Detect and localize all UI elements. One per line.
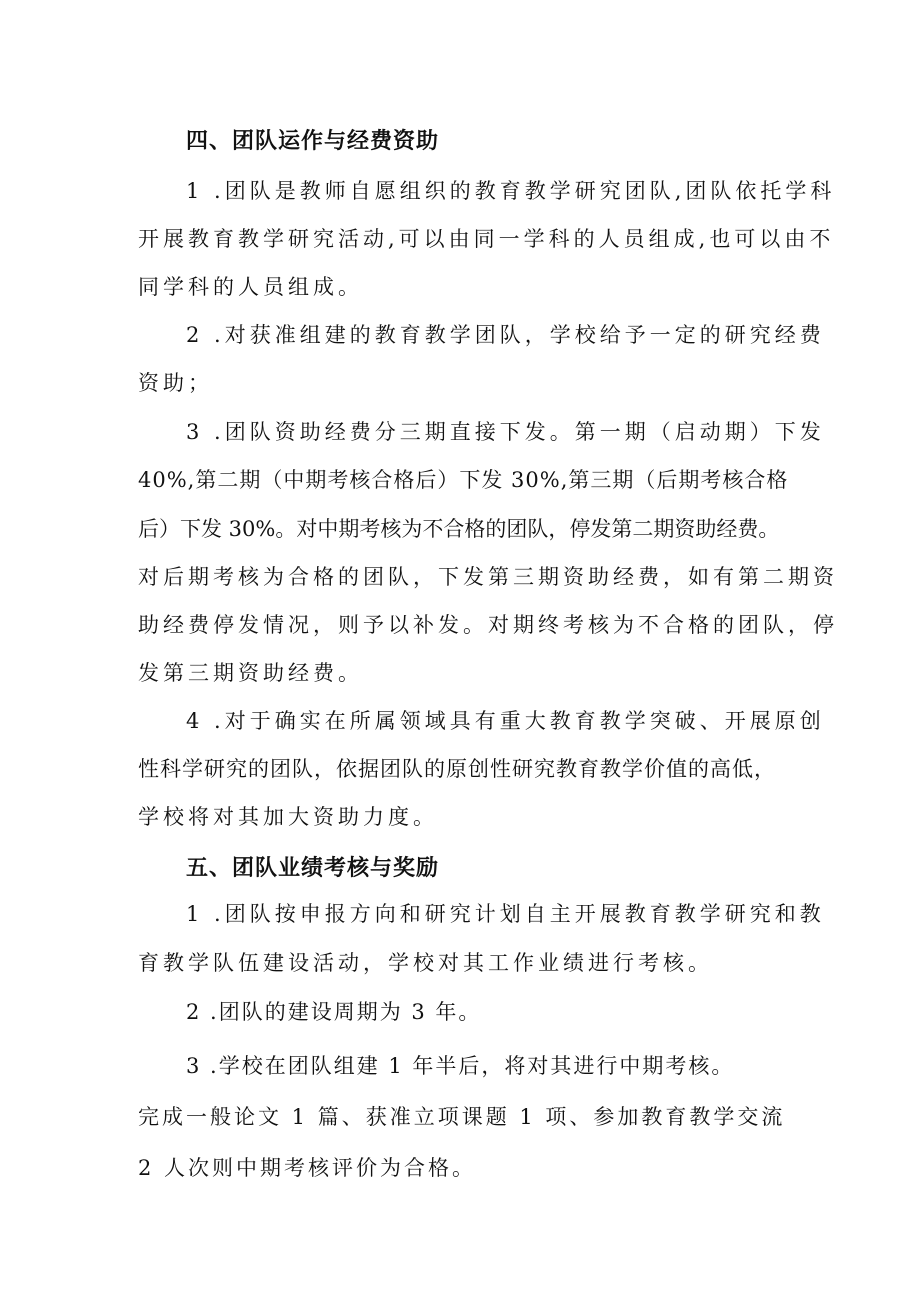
paragraph-line: 2 人次则中期考核评价为合格。 <box>138 1156 477 1180</box>
section-heading-4: 四、团队运作与经费资助 <box>186 129 440 154</box>
paragraph-line: 性科学研究的团队，依据团队的原创性研究教育教学价值的高低， <box>138 757 776 781</box>
paragraph-line: 资助； <box>138 371 213 395</box>
paragraph-line: 2 .团队的建设周期为 3 年。 <box>186 1000 482 1024</box>
paragraph-line: 40%,第二期（中期考核合格后）下发 30%,第三期（后期考核合格 <box>138 468 789 492</box>
paragraph-line: 1 .团队是教师自愿组织的教育教学研究团队,团队依托学科 <box>186 179 836 203</box>
paragraph-line: 完成一般论文 1 篇、获准立项课题 1 项、参加教育教学交流 <box>138 1105 786 1129</box>
paragraph-line: 同学科的人员组成。 <box>138 275 363 299</box>
paragraph-line: 育教学队伍建设活动，学校对其工作业绩进行考核。 <box>138 951 713 975</box>
paragraph-line: 开展教育教学研究活动,可以由同一学科的人员组成,也可以由不 <box>138 227 835 251</box>
paragraph-line: 3 .学校在团队组建 1 年半后，将对其进行中期考核。 <box>186 1054 735 1078</box>
paragraph-line: 1 .团队按申报方向和研究计划自主开展教育教学研究和教 <box>186 902 825 926</box>
section-heading-5: 五、团队业绩考核与奖励 <box>186 856 440 881</box>
paragraph-line: 发第三期资助经费。 <box>138 661 363 685</box>
paragraph-line: 2 .对获准组建的教育教学团队，学校给予一定的研究经费 <box>186 323 825 347</box>
paragraph-line: 4 .对于确实在所属领域具有重大教育教学突破、开展原创 <box>186 709 825 733</box>
paragraph-line: 后）下发 30%。对中期考核为不合格的团队，停发第二期资助经费。 <box>138 517 780 541</box>
paragraph-line: 3 .团队资助经费分三期直接下发。第一期（启动期）下发 <box>186 420 825 444</box>
paragraph-line: 助经费停发情况，则予以补发。对期终考核为不合格的团队，停 <box>138 613 838 637</box>
paragraph-line: 学校将对其加大资助力度。 <box>138 805 438 829</box>
paragraph-line: 对后期考核为合格的团队，下发第三期资助经费，如有第二期资 <box>138 565 838 589</box>
